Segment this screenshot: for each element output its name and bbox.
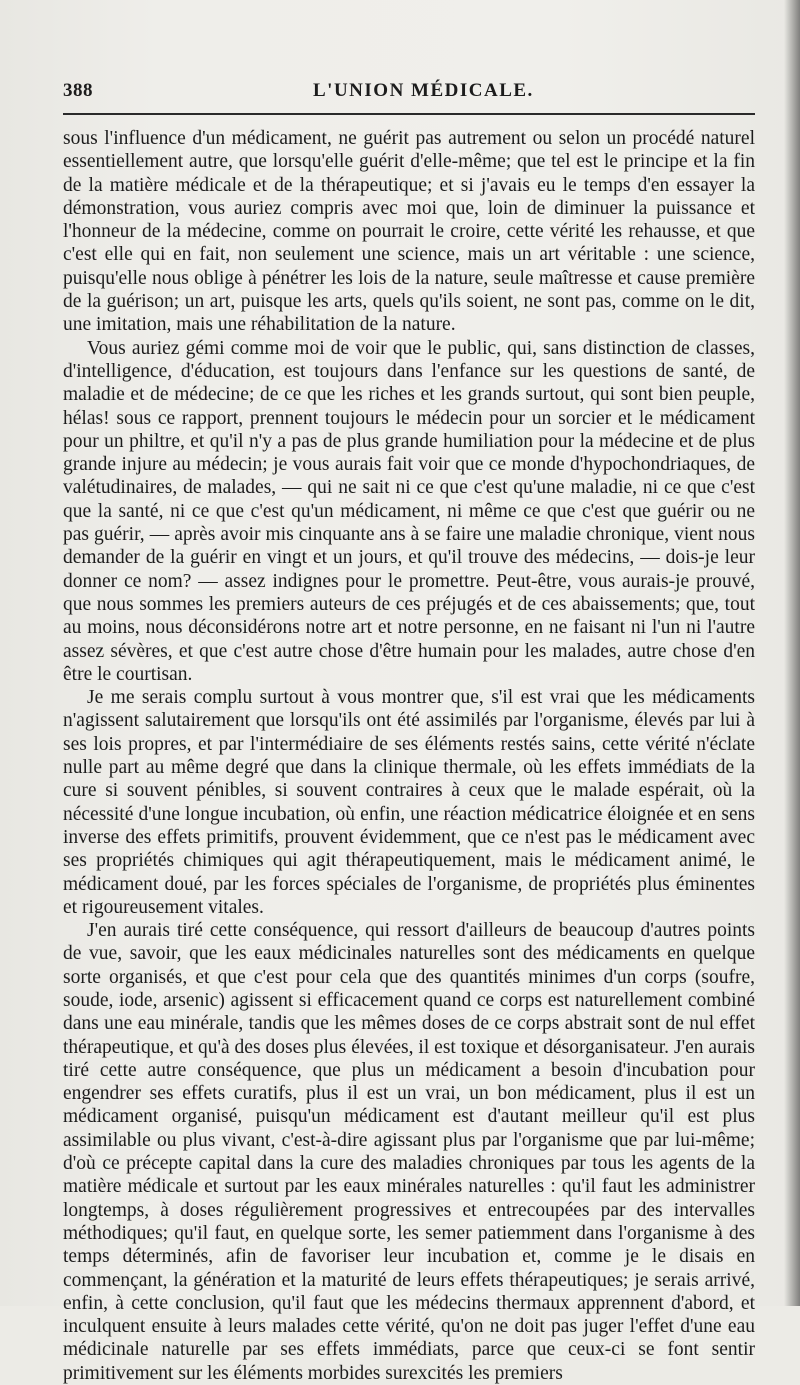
header-rule — [63, 113, 755, 115]
paragraph-3: Je me serais complu surtout à vous montrer que, s'il est vrai que les médicaments n'agissent salutairement que lorsqu'ils ont été assimilés par l'organisme, élevés par lui à ses lois propres, et par l'intermédiaire de ses éléments restés sains, cette vérité n'éclate nulle part au même degré que dans la clinique thermale, où les effets immédiats de la cure si souvent pénibles, si souvent contraires à ceux que le malade espérait, où la nécessité d'une longue incubation, où enfin, une réaction médicatrice éloignée et en sens inverse des effets primitifs, prouvent évidemment, que ce n'est pas le médicament avec ses propriétés chimiques qui agit thérapeutiquement, mais le médicament animé, le médicament doué, par les forces spéciales de l'organisme, de propriétés plus éminentes et rigoureusement vitales. — [63, 687, 755, 918]
page-edge-shadow — [784, 0, 800, 1306]
body-text — [63, 127, 755, 1385]
paragraph-4: J'en aurais tiré cette conséquence, qui ressort d'ailleurs de beaucoup d'autres points de vue, savoir, que les eaux médicinales naturelles sont des médicaments en quelque sorte organisés, et que c'est pour cela que des quantités minimes d'un corps (soufre, soude, iode, arsenic) agissent si efficacement quand ce corps est naturellement combiné dans une eau minérale, tandis que les mêmes doses de ce corps abstrait sont de nul effet thérapeutique, et qu'à des doses plus élevées, il est toxique et désorganisateur. J'en aurais tiré cette autre conséquence, que plus un médicament a besoin d'incubation pour engendrer ses effets curatifs, plus il est un vrai, un bon médicament, plus il est un médicament organisé, puisqu'un médicament est d'autant meilleur qu'il est plus assimilable ou plus vivant, c'est-à-dire agissant plus par l'organisme que par lui-même; d'où ce précepte capital dans la cure des maladies chroniques par tous les agents de la matière médicale et surtout par les eaux minérales naturelles : qu'il faut les administrer longtemps, à doses régulièrement progressives et entrecoupées par des intervalles méthodiques; qu'il faut, en quelque sorte, les semer patiemment dans l'organisme à des temps déterminés, afin de favoriser leur incubation et, comme je le disais en commençant, la génération et la maturité de leurs effets thérapeutiques; je serais arrivé, enfin, à cette conclusion, qu'il faut que les médecins thermaux apprennent d'abord, et inculquent ensuite à leurs malades cette vérité, qu'on ne doit pas juger l'effet d'une eau médicinale naturelle par ses effets immédiats, parce que ceux-ci se font sentir primitivement sur les éléments morbides surexcités les premiers — [63, 920, 755, 1384]
page-number: 388 — [63, 80, 93, 101]
running-title: L'UNION MÉDICALE. — [313, 80, 534, 101]
paragraph-1: sous l'influence d'un médicament, ne guérit pas autrement ou selon un procédé naturel essentiellement autre, que lorsqu'elle guérit d'elle-même; que tel est le principe et la fin de la matière médicale et de la thérapeutique; et si j'avais eu le temps d'en essayer la démonstration, vous auriez compris avec moi que, loin de diminuer la puissance et l'honneur de la médecine, comme on pourrait le croire, cette vérité les rehausse, et que c'est elle qui en fait, non seulement une science, mais un art véritable : une science, puisqu'elle nous oblige à pénétrer les lois de la nature, seule maîtresse et cause première de la guérison; un art, puisque les arts, quels qu'ils soient, ne sont pas, comme on le dit, une imitation, mais une réhabilitation de la nature. — [63, 128, 755, 336]
paragraph-2: Vous auriez gémi comme moi de voir que le public, qui, sans distinction de classes, d'intelligence, d'éducation, est toujours dans l'enfance sur les questions de santé, de maladie et de médecine; de ce que les riches et les grands surtout, qui sont bien peuple, hélas! sous ce rapport, prennent toujours le médecin pour un sorcier et le médicament pour un philtre, et qu'il n'y a pas de plus grande humiliation pour la médecine et de plus grande injure au médecin; je vous aurais fait voir que ce monde d'hypochondriaques, de valétudinaires, de malades, — qui ne sait ni ce que c'est qu'une maladie, ni ce que c'est que la santé, ni ce que c'est qu'un médicament, ni même ce que c'est que guérir ou ne pas guérir, — après avoir mis cinquante ans à se faire une maladie chronique, vient nous demander de la guérir en vingt et un jours, et qu'il trouve des médecins, — dois-je leur donner ce nom? — assez indignes pour le promettre. Peut-être, vous aurais-je prouvé, que nous sommes les premiers auteurs de ces préjugés et de ces abaissements; que, tout au moins, nous déconsidérons notre art et notre personne, en ne faisant ni l'un ni l'autre assez sévères, et que c'est autre chose d'être humain pour les malades, autre chose d'en être le courtisan. — [63, 337, 755, 685]
page-header — [63, 80, 753, 112]
